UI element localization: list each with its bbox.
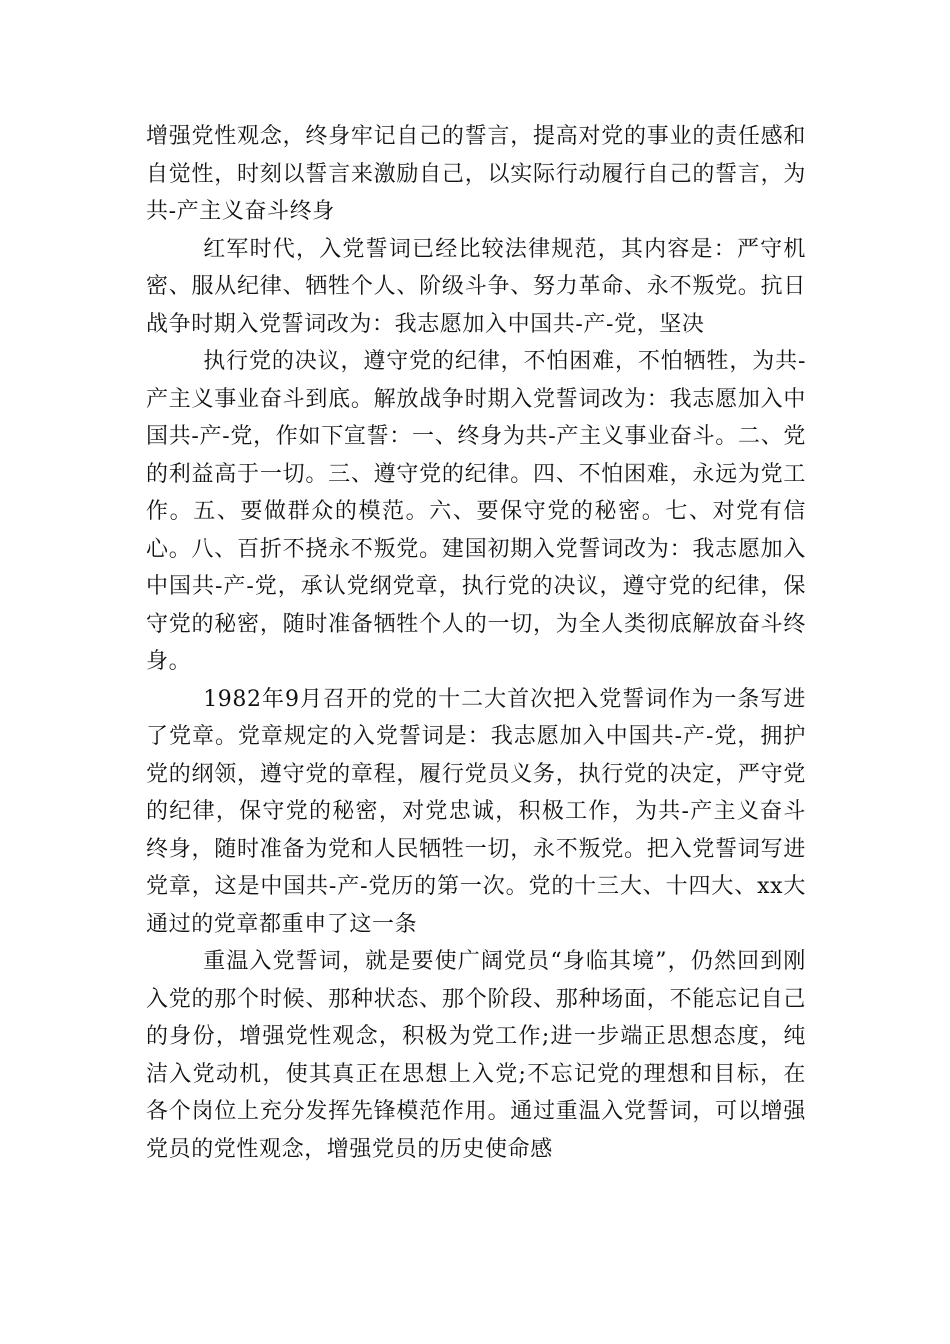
paragraph-1: 增强党性观念，终身牢记自己的誓言，提高对党的事业的责任感和自觉性，时刻以誓言来激励自己，以实际行动履行自己的誓言，为共-产主义奋斗终身 bbox=[146, 124, 806, 224]
document-body bbox=[146, 118, 806, 1168]
paragraph-5: 重温入党誓词，就是要使广阔党员“身临其境”，仍然回到刚入党的那个时候、那种状态、那个阶段、那种场面，不能忘记自己的身份，增强党性观念，积极为党工作;进一步端正思想态度，纯洁入党动机，使其真正在思想上入党;不忘记党的理想和目标，在各个岗位上充分发挥先锋模范作用。通过重温入党誓词，可以增强党员的党性观念，增强党员的历史使命感 bbox=[146, 949, 806, 1162]
paragraph-2: 红军时代，入党誓词已经比较法律规范，其内容是：严守机密、服从纪律、牺牲个人、阶级斗争、努力革命、永不叛党。抗日战争时期入党誓词改为：我志愿加入中国共-产-党，坚决 bbox=[146, 236, 806, 337]
paragraph-3: 执行党的决议，遵守党的纪律，不怕困难，不怕牺牲，为共-产主义事业奋斗到底。解放战争时期入党誓词改为：我志愿加入中国共-产-党，作如下宣誓：一、终身为共-产主义事业奋斗。二、党的利益高于一切。三、遵守党的纪律。四、不怕困难，永远为党工作。五、要做群众的模范。六、要保守党的秘密。七、对党有信心。八、百折不挠永不叛党。建国初期入党誓词改为：我志愿加入中国共-产-党，承认党纲党章，执行党的决议，遵守党的纪律，保守党的秘密，随时准备牺牲个人的一切，为全人类彻底解放奋斗终身。 bbox=[146, 349, 806, 674]
paragraph-4: 1982年9月召开的党的十二大首次把入党誓词作为一条写进了党章。党章规定的入党誓词是：我志愿加入中国共-产-党，拥护党的纲领，遵守党的章程，履行党员义务，执行党的决定，严守党的纪律，保守党的秘密，对党忠诚，积极工作，为共-产主义奋斗终身，随时准备为党和人民牺牲一切，永不叛党。把入党誓词写进党章，这是中国共-产-党历的第一次。党的十三大、十四大、xx大通过的党章都重申了这一条 bbox=[146, 686, 806, 937]
